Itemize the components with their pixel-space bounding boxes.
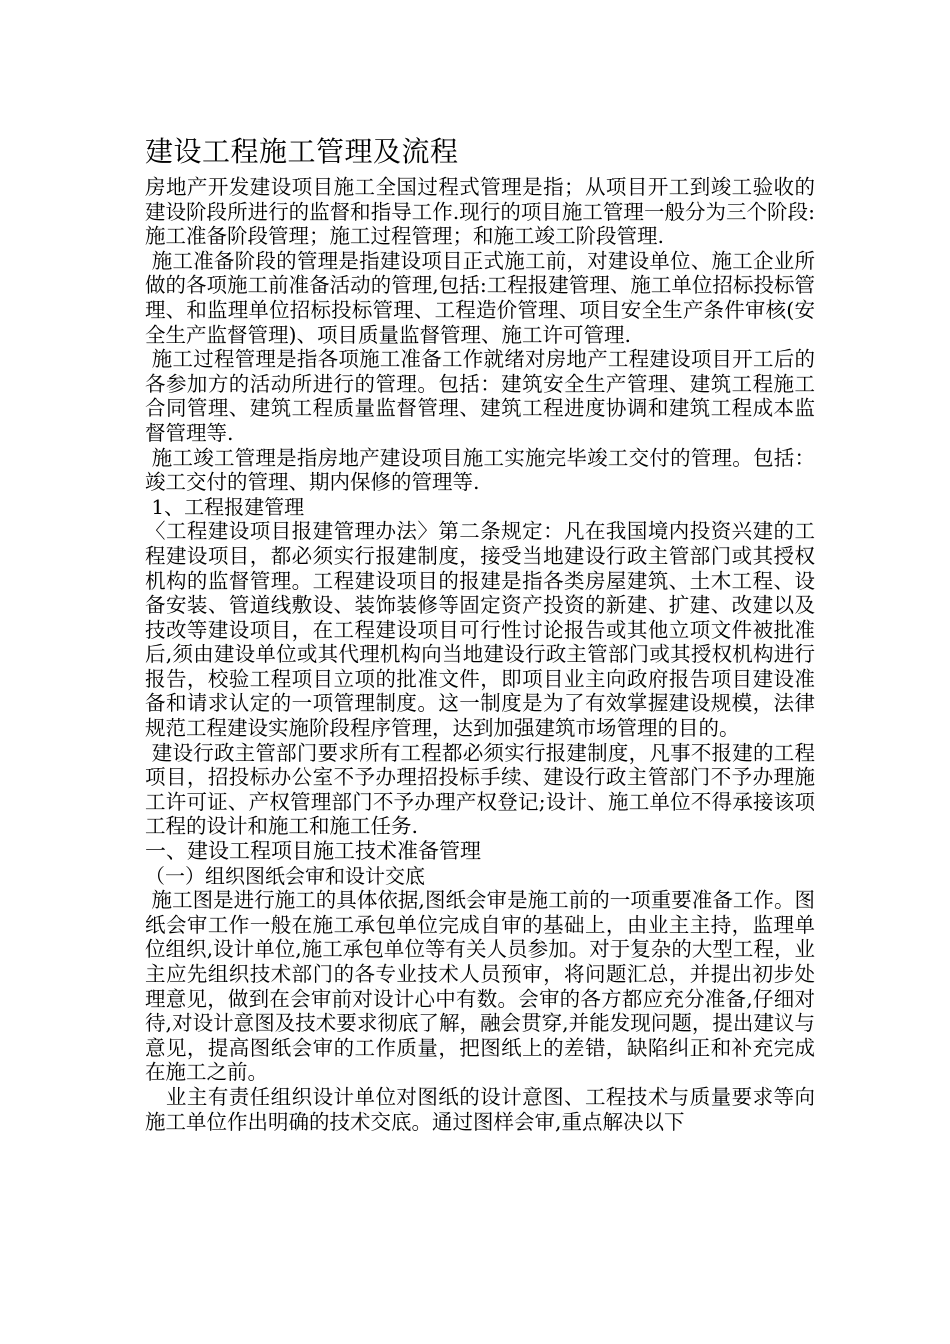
subsection-heading-drawing-review: （一）组织图纸会审和设计交底 <box>145 863 425 888</box>
construction-process-paragraph: 施工过程管理是指各项施工准备工作就绪对房地产工程建设项目开工后的各参加方的活动所进行的管理。包括：建筑安全生产管理、建筑工程施工合同管理、建筑工程质量监督管理、建筑工程进度协调和建筑工程成本监督管理等. <box>145 347 815 445</box>
document-page <box>145 135 815 1134</box>
chapter-heading-technical-preparation: 一、建设工程项目施工技术准备管理 <box>145 839 481 864</box>
registration-regulation-paragraph: 〈工程建设项目报建管理办法〉第二条规定：凡在我国境内投资兴建的工程建设项目，都必须实行报建制度，接受当地建设行政主管部门或其授权机构的监督管理。工程建设项目的报建是指各类房屋建筑、土木工程、设备安装、管道线敷设、装饰装修等固定资产投资的新建、扩建、改建以及技改等建设项目，在工程建设项目可行性讨论报告或其他立项文件被批准后,须由建设单位或其代理机构向当地建设行政主管部门或其授权机构进行报告，校验工程项目立项的批准文件，即项目业主向政府报告项目建设准备和请求认定的一项管理制度。这一制度是为了有效掌握建设规模，法律规范工程建设实施阶段程序管理，达到加强建筑市场管理的目的。 <box>145 519 815 741</box>
document-title: 建设工程施工管理及流程 <box>145 135 459 168</box>
preparation-stage-paragraph: 施工准备阶段的管理是指建设项目正式施工前，对建设单位、施工企业所做的各项施工前准备活动的管理,包括:工程报建管理、施工单位招标投标管理、和监理单位招标投标管理、工程造价管理、项目安全生产条件审核(安全生产监督管理)、项目质量监督管理、施工许可管理. <box>145 248 815 347</box>
drawing-review-paragraph: 施工图是进行施工的具体依据,图纸会审是施工前的一项重要准备工作。图纸会审工作一般在施工承包单位完成自审的基础上，由业主主持，监理单位组织,设计单位,施工承包单位等有关人员参加。对于复杂的大型工程，业主应先组织技术部门的各专业技术人员预审，将问题汇总，并提出初步处理意见，做到在会审前对设计心中有数。会审的各方都应充分准备,仔细对待,对设计意图及技术要求彻底了解，融会贯穿,并能发现问题，提出建议与意见，提高图纸会审的工作质量，把图纸上的差错，缺陷纠正和补充完成在施工之前。 <box>145 888 815 1085</box>
section-heading-registration: 1、工程报建管理 <box>145 494 305 519</box>
intro-paragraph: 房地产开发建设项目施工全国过程式管理是指；从项目开工到竣工验收的建设阶段所进行的监督和指导工作.现行的项目施工管理一般分为三个阶段:施工准备阶段管理；施工过程管理；和施工竣工阶段管理. <box>145 175 815 249</box>
design-disclosure-paragraph: 业主有责任组织设计单位对图纸的设计意图、工程技术与质量要求等向施工单位作出明确的技术交底。通过图样会审,重点解决以下 <box>145 1084 815 1134</box>
registration-requirement-paragraph: 建设行政主管部门要求所有工程都必须实行报建制度，凡事不报建的工程项目，招投标办公室不予办理招投标手续、建设行政主管部门不予办理施工许可证、产权管理部门不予办理产权登记;设计、施工单位不得承接该项工程的设计和施工和施工任务. <box>145 740 815 839</box>
completion-paragraph: 施工竣工管理是指房地产建设项目施工实施完毕竣工交付的管理。包括：竣工交付的管理、期内保修的管理等. <box>145 445 815 495</box>
